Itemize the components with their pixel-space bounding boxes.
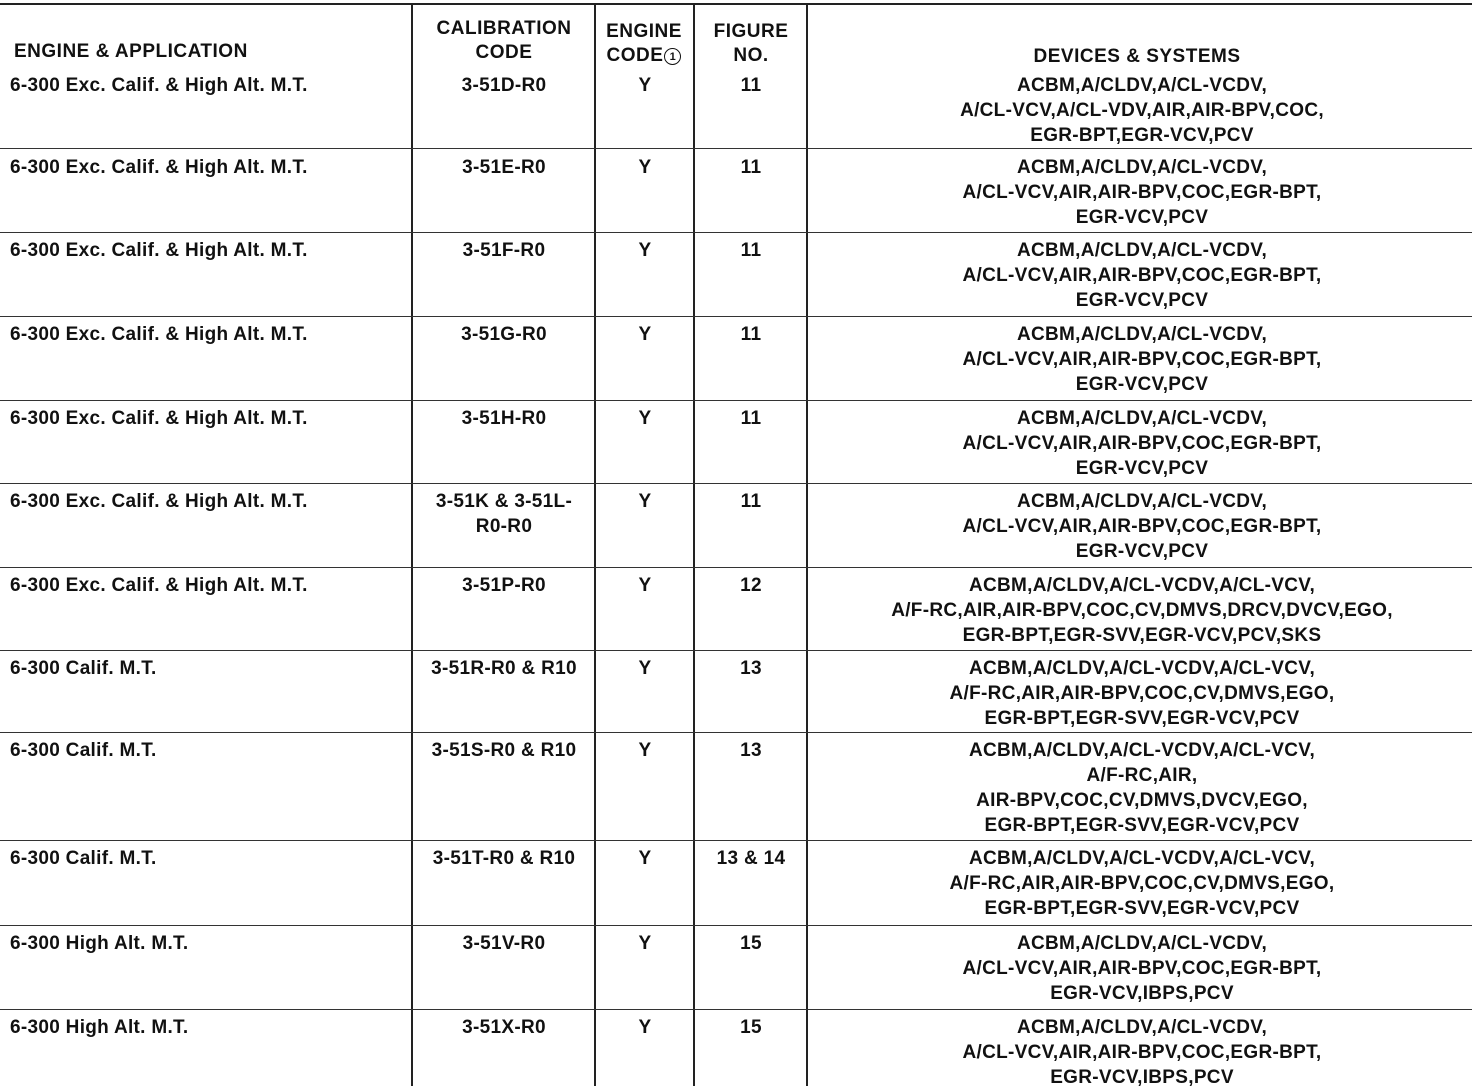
row-separator	[0, 316, 1472, 317]
devices-systems-line: ACBM,A/CLDV,A/CL-VCDV,	[1016, 240, 1268, 261]
engine-application-cell	[10, 73, 405, 98]
devices-systems-line: EGR-VCV,PCV	[1075, 458, 1209, 479]
figure-no-cell	[696, 738, 806, 763]
figure-no-cell	[696, 846, 806, 871]
calibration-code-text: 3-51V-R0	[462, 933, 546, 954]
calibration-code-cell	[414, 73, 594, 98]
engine-application-cell	[10, 656, 405, 681]
devices-systems-line: EGR-BPT,EGR-SVV,EGR-VCV,PCV,SKS	[962, 625, 1322, 646]
engine-application-cell	[10, 573, 405, 598]
devices-systems-cell	[812, 1015, 1472, 1090]
calibration-code-text: 3-51H-R0	[461, 408, 547, 429]
devices-systems-line: A/CL-VCV,A/CL-VDV,AIR,AIR-BPV,COC,	[960, 100, 1324, 121]
engine-application-cell	[10, 931, 405, 956]
devices-systems-line: A/F-RC,AIR,AIR-BPV,COC,CV,DMVS,EGO,	[949, 683, 1335, 704]
calibration-code-text: 3-51S-R0 & R10	[431, 740, 577, 761]
devices-systems-line: ACBM,A/CLDV,A/CL-VCDV,	[1016, 408, 1268, 429]
engine-application-cell	[10, 322, 405, 347]
header-calibration-line-2: CODE	[475, 42, 533, 63]
figure-no-text: 13	[740, 740, 762, 761]
engine-application-text: 6-300 Exc. Calif. & High Alt. M.T.	[10, 157, 308, 178]
engine-code-text: Y	[638, 491, 652, 512]
engine-code-text: Y	[638, 240, 652, 261]
devices-systems-line: A/F-RC,AIR,AIR-BPV,COC,CV,DMVS,EGO,	[949, 873, 1335, 894]
engine-application-text: 6-300 Exc. Calif. & High Alt. M.T.	[10, 491, 308, 512]
engine-code-text: Y	[638, 1017, 652, 1038]
devices-systems-line: ACBM,A/CLDV,A/CL-VCDV,	[1016, 75, 1268, 96]
header-figure-line-2: NO.	[733, 45, 769, 66]
figure-no-cell	[696, 656, 806, 681]
row-separator	[0, 232, 1472, 233]
engine-code-cell	[597, 738, 693, 763]
header-calibration-line-1: CALIBRATION	[436, 18, 572, 39]
engine-code-text: Y	[638, 575, 652, 596]
engine-application-text: 6-300 Calif. M.T.	[10, 658, 157, 679]
calibration-code-cell	[414, 931, 594, 956]
figure-no-text: 11	[740, 240, 762, 261]
engine-code-text: Y	[638, 157, 652, 178]
calibration-code-cell	[414, 846, 594, 871]
header-engine-code-word: CODE	[606, 45, 664, 66]
engine-code-cell	[597, 656, 693, 681]
header-figure-no	[696, 20, 806, 68]
devices-systems-line: A/CL-VCV,AIR,AIR-BPV,COC,EGR-BPT,	[962, 958, 1322, 979]
engine-application-cell	[10, 238, 405, 263]
devices-systems-line: A/CL-VCV,AIR,AIR-BPV,COC,EGR-BPT,	[962, 516, 1322, 537]
devices-systems-line: A/CL-VCV,AIR,AIR-BPV,COC,EGR-BPT,	[962, 433, 1322, 454]
engine-code-text: Y	[638, 848, 652, 869]
engine-application-cell	[10, 155, 405, 180]
calibration-code-text: 3-51X-R0	[462, 1017, 546, 1038]
devices-systems-line: ACBM,A/CLDV,A/CL-VCDV,A/CL-VCV,	[968, 575, 1316, 596]
calibration-code-cell	[414, 322, 594, 347]
figure-no-cell	[696, 1015, 806, 1040]
devices-systems-line: EGR-VCV,PCV	[1075, 541, 1209, 562]
devices-systems-cell	[812, 573, 1472, 648]
calibration-code-cell	[414, 155, 594, 180]
calibration-code-text: 3-51G-R0	[461, 324, 547, 345]
header-calibration-code	[414, 17, 594, 65]
devices-systems-line: ACBM,A/CLDV,A/CL-VCDV,	[1016, 324, 1268, 345]
engine-code-text: Y	[638, 324, 652, 345]
calibration-code-cell	[414, 489, 594, 539]
row-separator	[0, 925, 1472, 926]
devices-systems-line: EGR-BPT,EGR-SVV,EGR-VCV,PCV	[984, 815, 1300, 836]
devices-systems-line: ACBM,A/CLDV,A/CL-VCDV,	[1016, 491, 1268, 512]
devices-systems-line: EGR-VCV,IBPS,PCV	[1050, 983, 1234, 1004]
engine-code-text: Y	[638, 408, 652, 429]
engine-code-text: Y	[638, 933, 652, 954]
row-separator	[0, 567, 1472, 568]
devices-systems-line: A/CL-VCV,AIR,AIR-BPV,COC,EGR-BPT,	[962, 265, 1322, 286]
engine-code-cell	[597, 1015, 693, 1040]
devices-systems-line: A/F-RC,AIR,	[1086, 765, 1198, 786]
engine-application-text: 6-300 High Alt. M.T.	[10, 933, 189, 954]
engine-application-text: 6-300 Exc. Calif. & High Alt. M.T.	[10, 575, 308, 596]
engine-application-cell	[10, 1015, 405, 1040]
devices-systems-cell	[812, 73, 1472, 148]
row-separator	[0, 483, 1472, 484]
engine-application-text: 6-300 Exc. Calif. & High Alt. M.T.	[10, 75, 308, 96]
figure-no-cell	[696, 573, 806, 598]
calibration-code-text: 3-51E-R0	[462, 157, 546, 178]
devices-systems-line: EGR-VCV,PCV	[1075, 290, 1209, 311]
engine-code-text: Y	[638, 75, 652, 96]
devices-systems-line: ACBM,A/CLDV,A/CL-VCDV,A/CL-VCV,	[968, 658, 1316, 679]
column-divider-3	[693, 4, 695, 1086]
figure-no-cell	[696, 155, 806, 180]
engine-code-cell	[597, 573, 693, 598]
engine-code-cell	[597, 73, 693, 98]
devices-systems-line: ACBM,A/CLDV,A/CL-VCDV,	[1016, 1017, 1268, 1038]
header-engine-code	[596, 20, 692, 68]
header-figure-line-1: FIGURE	[713, 21, 789, 42]
figure-no-cell	[696, 322, 806, 347]
devices-systems-line: A/CL-VCV,AIR,AIR-BPV,COC,EGR-BPT,	[962, 349, 1322, 370]
engine-code-cell	[597, 322, 693, 347]
devices-systems-cell	[812, 155, 1472, 230]
engine-application-text: 6-300 Exc. Calif. & High Alt. M.T.	[10, 408, 308, 429]
figure-no-text: 12	[740, 575, 762, 596]
calibration-code-text: 3-51T-R0 & R10	[432, 848, 576, 869]
engine-code-cell	[597, 489, 693, 514]
devices-systems-line: EGR-VCV,PCV	[1075, 374, 1209, 395]
devices-systems-cell	[812, 406, 1472, 481]
calibration-code-text: 3-51K & 3-51L-	[435, 491, 573, 512]
engine-application-cell	[10, 846, 405, 871]
figure-no-text: 11	[740, 491, 762, 512]
top-rule	[0, 3, 1472, 5]
engine-application-text: 6-300 Calif. M.T.	[10, 848, 157, 869]
row-separator	[0, 400, 1472, 401]
header-engine-line-2	[596, 44, 692, 68]
engine-application-text: 6-300 Exc. Calif. & High Alt. M.T.	[10, 240, 308, 261]
calibration-code-cell	[414, 656, 594, 681]
calibration-code-text: 3-51F-R0	[462, 240, 546, 261]
devices-systems-line: AIR-BPV,COC,CV,DMVS,DVCV,EGO,	[976, 790, 1308, 811]
devices-systems-line: ACBM,A/CLDV,A/CL-VCDV,A/CL-VCV,	[968, 848, 1316, 869]
figure-no-text: 15	[740, 933, 762, 954]
figure-no-text: 11	[740, 324, 762, 345]
row-separator	[0, 732, 1472, 733]
engine-application-cell	[10, 738, 405, 763]
calibration-code-text: 3-51R-R0 & R10	[431, 658, 577, 679]
calibration-code-text: 3-51P-R0	[462, 575, 546, 596]
engine-code-cell	[597, 846, 693, 871]
calibration-code-cell	[414, 738, 594, 763]
devices-systems-line: EGR-BPT,EGR-VCV,PCV	[1030, 125, 1254, 146]
figure-no-text: 11	[740, 157, 762, 178]
calibration-code-text: R0-R0	[475, 516, 533, 537]
engine-application-text: 6-300 Calif. M.T.	[10, 740, 157, 761]
row-separator	[0, 1009, 1472, 1010]
footnote-marker: 1	[664, 48, 681, 65]
devices-systems-cell	[812, 656, 1472, 731]
devices-systems-line: EGR-VCV,PCV	[1075, 207, 1209, 228]
column-divider-1	[411, 4, 413, 1086]
row-separator	[0, 650, 1472, 651]
devices-systems-cell	[812, 931, 1472, 1006]
devices-systems-line: A/CL-VCV,AIR,AIR-BPV,COC,EGR-BPT,	[962, 182, 1322, 203]
calibration-code-cell	[414, 238, 594, 263]
devices-systems-cell	[812, 489, 1472, 564]
engine-application-cell	[10, 489, 405, 514]
engine-code-cell	[597, 931, 693, 956]
engine-code-text: Y	[638, 658, 652, 679]
devices-systems-line: ACBM,A/CLDV,A/CL-VCDV,	[1016, 933, 1268, 954]
devices-systems-line: A/CL-VCV,AIR,AIR-BPV,COC,EGR-BPT,	[962, 1042, 1322, 1063]
header-engine-application: ENGINE & APPLICATION	[14, 41, 248, 62]
engine-code-cell	[597, 238, 693, 263]
devices-systems-line: EGR-VCV,IBPS,PCV	[1050, 1067, 1234, 1088]
figure-no-text: 11	[740, 75, 762, 96]
figure-no-text: 15	[740, 1017, 762, 1038]
engine-code-cell	[597, 155, 693, 180]
figure-no-cell	[696, 489, 806, 514]
devices-systems-line: ACBM,A/CLDV,A/CL-VCDV,A/CL-VCV,	[968, 740, 1316, 761]
figure-no-cell	[696, 406, 806, 431]
calibration-code-cell	[414, 1015, 594, 1040]
column-divider-4	[806, 4, 808, 1086]
figure-no-cell	[696, 931, 806, 956]
engine-application-text: 6-300 Exc. Calif. & High Alt. M.T.	[10, 324, 308, 345]
header-devices-systems: DEVICES & SYSTEMS	[1033, 46, 1241, 67]
devices-systems-line: EGR-BPT,EGR-SVV,EGR-VCV,PCV	[984, 898, 1300, 919]
devices-systems-cell	[812, 322, 1472, 397]
engine-code-text: Y	[638, 740, 652, 761]
engine-application-text: 6-300 High Alt. M.T.	[10, 1017, 189, 1038]
engine-code-cell	[597, 406, 693, 431]
figure-no-text: 13 & 14	[716, 848, 786, 869]
engine-application-cell	[10, 406, 405, 431]
devices-systems-cell	[812, 738, 1472, 838]
figure-no-text: 13	[740, 658, 762, 679]
column-divider-2	[594, 4, 596, 1086]
calibration-code-text: 3-51D-R0	[461, 75, 547, 96]
header-engine-line-1: ENGINE	[606, 21, 682, 42]
row-separator	[0, 148, 1472, 149]
figure-no-cell	[696, 238, 806, 263]
devices-systems-cell	[812, 846, 1472, 921]
figure-no-text: 11	[740, 408, 762, 429]
row-separator	[0, 840, 1472, 841]
devices-systems-cell	[812, 238, 1472, 313]
calibration-code-cell	[414, 406, 594, 431]
devices-systems-line: A/F-RC,AIR,AIR-BPV,COC,CV,DMVS,DRCV,DVCV,EGO,	[891, 600, 1393, 621]
devices-systems-line: ACBM,A/CLDV,A/CL-VCDV,	[1016, 157, 1268, 178]
figure-no-cell	[696, 73, 806, 98]
calibration-code-cell	[414, 573, 594, 598]
devices-systems-line: EGR-BPT,EGR-SVV,EGR-VCV,PCV	[984, 708, 1300, 729]
